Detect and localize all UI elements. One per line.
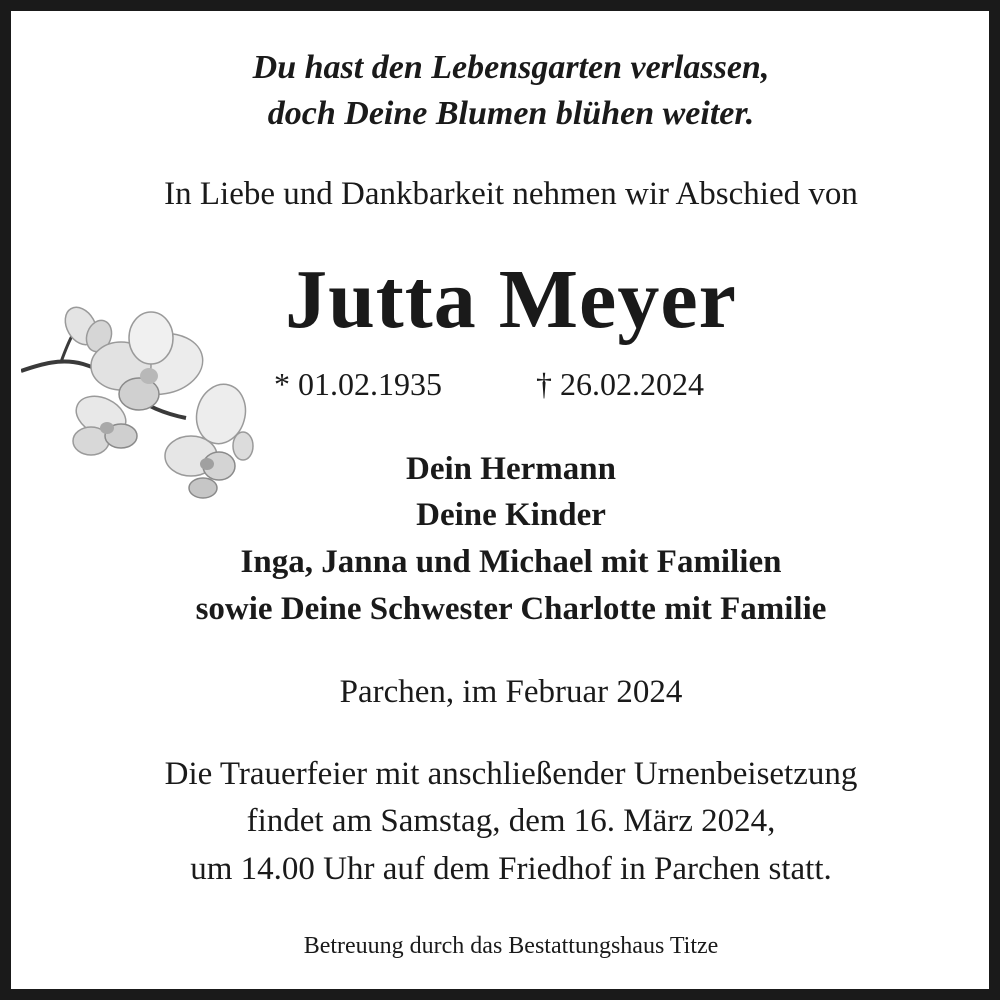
birth-date: * 01.02.1935 [274, 366, 442, 402]
place-date: Parchen, im Februar 2024 [339, 674, 683, 710]
service-line-3: um 14.00 Uhr auf dem Friedhof in Parchen statt. [190, 851, 832, 887]
deceased-name: Jutta Meyer [285, 253, 737, 346]
verse-line-2: doch Deine Blumen blühen weiter. [267, 95, 755, 132]
death-date: † 26.02.2024 [536, 366, 704, 402]
mourner-line-2: Deine Kinder [416, 497, 606, 533]
verse-line-1: Du hast den Lebensgarten verlassen, [252, 49, 770, 86]
service-line-2: findet am Samstag, dem 16. März 2024, [246, 803, 776, 839]
funeral-home-credit: Betreuung durch das Bestattungshaus Titze [303, 933, 719, 959]
mourner-line-1: Dein Hermann [406, 451, 616, 487]
intro-text: In Liebe und Dankbarkeit nehmen wir Abschied von [164, 176, 858, 212]
service-line-1: Die Trauerfeier mit anschließender Urnenbeisetzung [164, 756, 858, 792]
mourner-line-3: Inga, Janna und Michael mit Familien [240, 544, 782, 580]
mourner-line-4: sowie Deine Schwester Charlotte mit Familie [195, 591, 827, 627]
